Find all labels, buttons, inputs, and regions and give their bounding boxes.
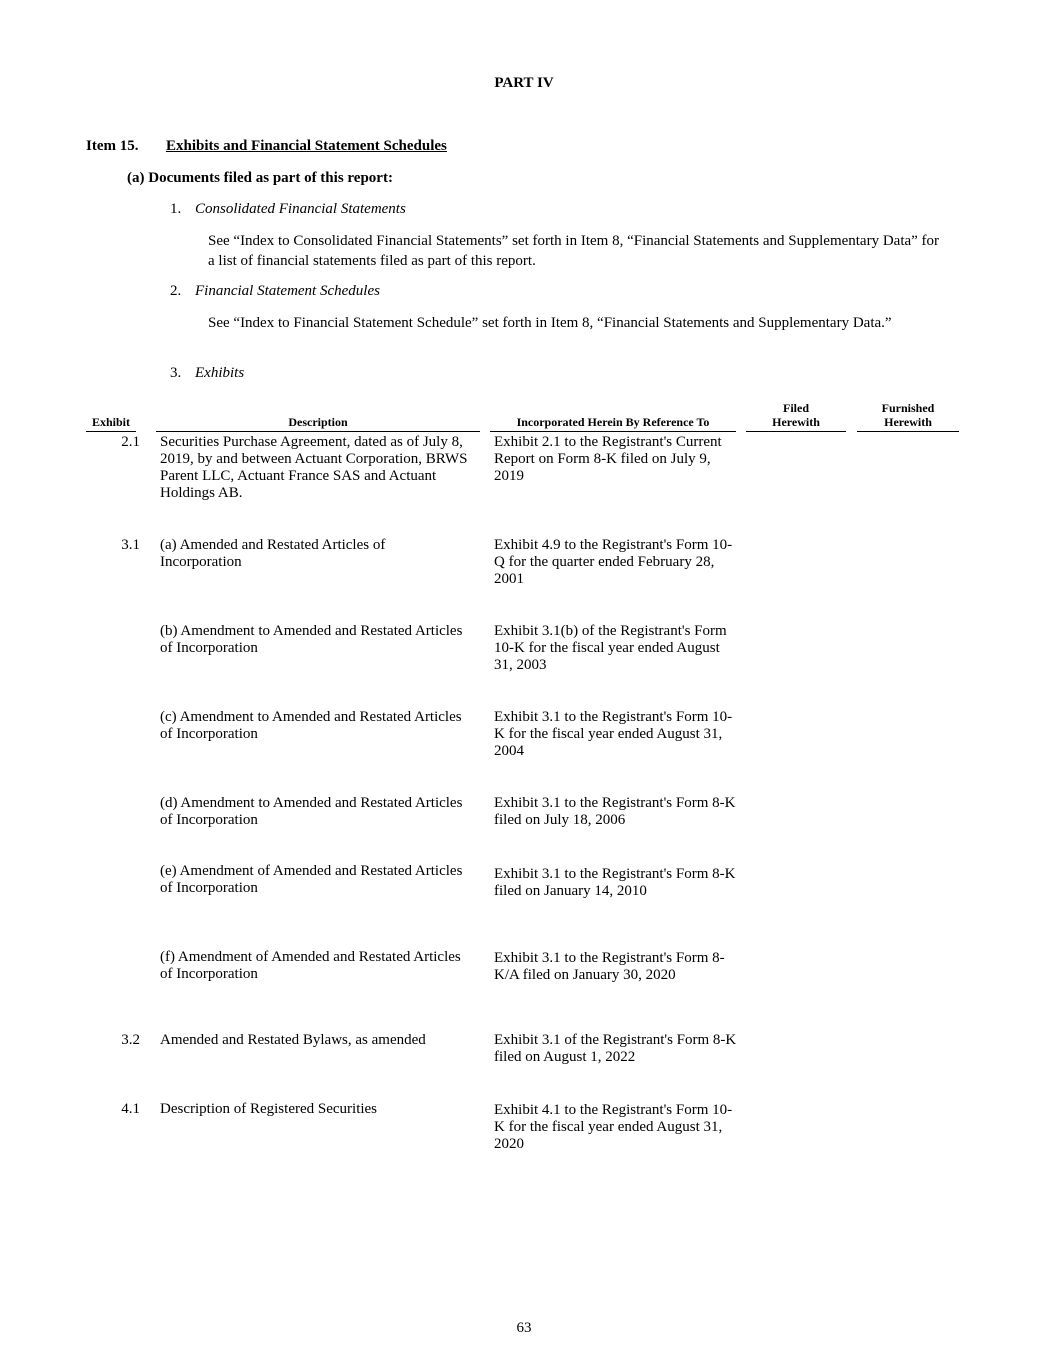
exhibit-description: (e) Amendment of Amended and Restated Articles of Incorporation xyxy=(160,863,463,896)
page-number: 63 xyxy=(516,1320,532,1336)
exhibit-reference: Exhibit 3.1 of the Registrant's Form 8-K filed on August 1, 2022 xyxy=(494,1032,737,1065)
exhibit-number: 2.1 xyxy=(121,434,140,450)
item-title: Exhibits and Financial Statement Schedules xyxy=(166,138,447,154)
header-furnished-line2: Herewith xyxy=(884,415,932,429)
exhibit-description: Securities Purchase Agreement, dated as of July 8, 2019, by and between Actuant Corporation, BRWS Parent LLC, Actuant France SAS and Actuant Holdings AB. xyxy=(160,434,468,501)
list-number: 3. xyxy=(170,365,182,381)
exhibit-reference: Exhibit 3.1 to the Registrant's Form 8-K filed on July 18, 2006 xyxy=(494,795,736,828)
exhibit-number: 3.1 xyxy=(121,537,140,553)
header-rule-reference xyxy=(490,431,736,432)
header-reference: Incorporated Herein By Reference To xyxy=(516,415,710,429)
header-furnished xyxy=(857,401,959,429)
header-furnished-line1: Furnished xyxy=(881,401,935,415)
header-description: Description xyxy=(288,415,348,429)
exhibit-description: (a) Amended and Restated Articles of Incorporation xyxy=(160,537,386,570)
header-filed xyxy=(746,401,846,429)
header-exhibit: Exhibit xyxy=(91,415,130,429)
list-number: 1. xyxy=(170,201,182,217)
exhibit-description: (b) Amendment to Amended and Restated Articles of Incorporation xyxy=(160,623,463,656)
exhibit-reference: Exhibit 3.1(b) of the Registrant's Form 10-K for the fiscal year ended August 31, 2003 xyxy=(494,623,727,673)
header-rule-furnished xyxy=(857,431,959,432)
list-title: Exhibits xyxy=(195,365,245,381)
list-paragraph: See “Index to Financial Statement Schedule” set forth in Item 8, “Financial Statements and Supplementary Data.” xyxy=(208,315,892,331)
header-filed-line2: Herewith xyxy=(772,415,820,429)
exhibit-reference: Exhibit 3.1 to the Registrant's Form 8-K/A filed on January 30, 2020 xyxy=(494,950,725,983)
list-title: Consolidated Financial Statements xyxy=(195,201,406,217)
header-filed-line1: Filed xyxy=(783,401,809,415)
exhibit-reference: Exhibit 4.9 to the Registrant's Form 10-Q for the quarter ended February 28, 2001 xyxy=(494,537,733,587)
list-paragraph: See “Index to Consolidated Financial Statements” set forth in Item 8, “Financial Statements and Supplementary Data” for a list of financial statements filed as part of this report. xyxy=(208,233,940,269)
exhibit-reference: Exhibit 4.1 to the Registrant's Form 10-K for the fiscal year ended August 31, 2020 xyxy=(494,1102,733,1152)
exhibit-description: (c) Amendment to Amended and Restated Articles of Incorporation xyxy=(160,709,462,742)
item-label: Item 15. xyxy=(86,138,139,154)
exhibit-description: (f) Amendment of Amended and Restated Articles of Incorporation xyxy=(160,949,461,982)
header-rule-description xyxy=(156,431,480,432)
exhibit-reference: Exhibit 3.1 to the Registrant's Form 10-K for the fiscal year ended August 31, 2004 xyxy=(494,709,733,759)
exhibit-number: 4.1 xyxy=(121,1101,140,1117)
documents-filed-heading: (a) Documents filed as part of this report: xyxy=(127,170,393,186)
exhibit-reference: Exhibit 2.1 to the Registrant's Current Report on Form 8-K filed on July 9, 2019 xyxy=(494,434,722,484)
exhibit-description: Description of Registered Securities xyxy=(160,1101,378,1117)
exhibit-number: 3.2 xyxy=(121,1032,140,1048)
exhibit-reference: Exhibit 3.1 to the Registrant's Form 8-K filed on January 14, 2010 xyxy=(494,866,736,899)
list-title: Financial Statement Schedules xyxy=(195,283,380,299)
header-rule-exhibit xyxy=(86,431,136,432)
list-number: 2. xyxy=(170,283,182,299)
exhibit-description: (d) Amendment to Amended and Restated Articles of Incorporation xyxy=(160,795,463,828)
part-title: PART IV xyxy=(494,75,554,91)
header-rule-filed xyxy=(746,431,846,432)
exhibit-description: Amended and Restated Bylaws, as amended xyxy=(160,1032,426,1048)
